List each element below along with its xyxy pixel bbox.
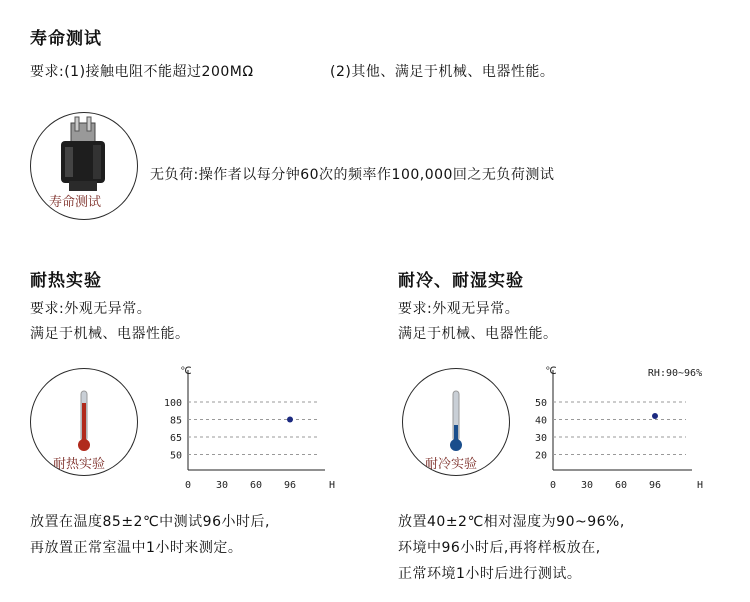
cold-test-title: 耐冷、耐湿实验 (398, 271, 524, 291)
cold-chart-x-tick-label: 60 (614, 480, 628, 491)
cold-chart-y-tick-label: 40 (534, 415, 547, 427)
cold-test-req2: 满足于机械、电器性能。 (398, 326, 558, 342)
cold-chart-y-tick-label: 50 (534, 398, 547, 409)
heat-chart-y-tick-label: 50 (169, 450, 182, 462)
heat-chart-data-point (287, 417, 293, 423)
heat-chart-y-tick-label: 100 (163, 398, 182, 409)
heat-chart-x-tick-label: 0 (184, 480, 192, 491)
cold-test-req1: 要求:外观无异常。 (398, 301, 520, 317)
life-test-icon (30, 112, 138, 220)
cold-test-icon (402, 368, 510, 476)
life-test-title: 寿命测试 (30, 29, 102, 49)
heat-chart-x-tick-label: 60 (249, 480, 263, 491)
life-test-desc: 无负荷:操作者以每分钟60次的频率作100,000回之无负荷测试 (150, 167, 555, 183)
cold-chart (520, 362, 725, 492)
heat-chart-y-unit: ℃ (180, 366, 192, 377)
heat-chart-x-unit: H (328, 480, 336, 491)
heat-chart-x-tick-label: 30 (215, 480, 229, 491)
heat-test-req1: 要求:外观无异常。 (30, 301, 152, 317)
heat-chart (150, 362, 350, 492)
heat-test-desc2: 再放置正常室温中1小时来测定。 (30, 540, 243, 556)
cold-test-icon-label: 耐冷实验 (425, 457, 478, 472)
heat-test-req2: 满足于机械、电器性能。 (30, 326, 190, 342)
heat-chart-x-tick-label: 96 (283, 480, 297, 491)
life-test-req2: (2)其他、满足于机械、电器性能。 (330, 64, 555, 80)
cold-chart-x-tick-label: 0 (549, 480, 557, 491)
cold-test-desc2: 环境中96小时后,再将样板放在, (398, 540, 601, 556)
cold-chart-y-tick-label: 20 (534, 450, 547, 462)
heat-test-icon-label: 耐热实验 (53, 457, 106, 472)
life-test-icon-label: 寿命测试 (49, 195, 102, 210)
life-test-req1: 要求:(1)接触电阻不能超过200MΩ (30, 64, 254, 80)
heat-chart-y-tick-label: 85 (169, 415, 182, 427)
cold-chart-x-tick-label: 96 (648, 480, 662, 491)
cold-chart-x-unit: H (696, 480, 704, 491)
heat-chart-y-tick-label: 65 (169, 433, 182, 444)
cold-chart-y-unit: ℃ (545, 366, 557, 377)
cold-chart-x-tick-label: 30 (580, 480, 594, 491)
cold-chart-data-point (652, 413, 658, 419)
cold-chart-annotation: RH:90~96% (647, 368, 703, 379)
cold-test-desc3: 正常环境1小时后进行测试。 (398, 566, 582, 582)
cold-chart-y-tick-label: 30 (534, 433, 547, 444)
heat-test-title: 耐热实验 (30, 271, 102, 291)
heat-test-icon (30, 368, 138, 476)
cold-test-desc1: 放置40±2℃相对湿度为90~96%, (398, 514, 625, 530)
heat-test-desc1: 放置在温度85±2℃中测试96小时后, (30, 514, 270, 530)
